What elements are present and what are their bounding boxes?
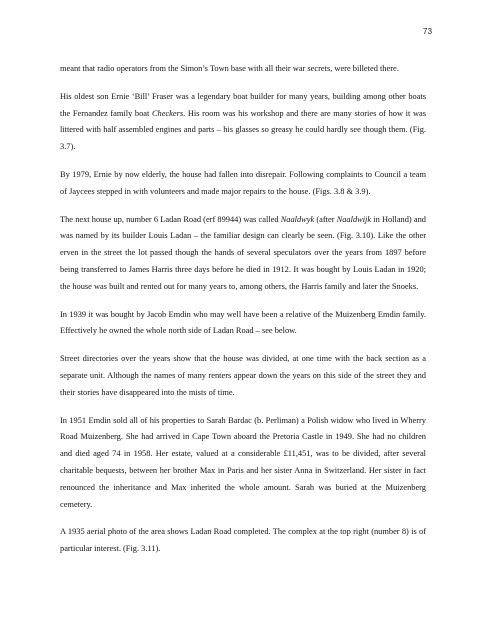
paragraph-billeted [60,61,426,78]
paragraph-text: In 1951 Emdin sold all of his properties to Sarah Bardac (b. Perliman) a Polish widow who lived in Wherry Road Muizenberg. She had arrived in Cape Town aboard the Pretoria Castle in 1949. She had no children and died aged 74 in 1958. Her estate, valued at a considerable £11,451, was to be divided, after several charitable bequests, between her brother Max in Paris and her sister Anna in Switzerland. Her sister in fact renounced the inheritance and Max inherited the whole amount. Sarah was buried at the Muizenberg cemetery. [60,415,426,509]
paragraph-text: By 1979, Ernie by now elderly, the house had fallen into disrepair. Following complaints to Council a team of Jaycees stepped in with volunteers and made major repairs to the house. (Figs. 3.8 & 3.9). [60,169,426,196]
paragraph-text: A 1935 aerial photo of the area shows Ladan Road completed. The complex at the top right (number 8) is of particular interest. (Fig. 3.11). [60,527,426,554]
paragraph-text: In 1939 it was bought by Jacob Emdin who may well have been a relative of the Muizenberg Emdin family. Effectively he owned the whole north side of Ladan Road – see below. [60,309,426,336]
document-body [60,61,426,569]
page-number: 73 [422,27,432,36]
paragraph-street-directories [60,351,426,401]
paragraph-text: in Holland) and was named by its builder Louis Ladan – the familiar design can clearly be seen. (Fig. 3.10). Like the other erven in the street the lot passed though the hands of several speculators over the years from 1897 before being transferred to James Harris three days before he died in 1912. It was bought by Louis Ladan in 1920; the house was built and rented out for many years to, among others, the Harris family and later the Snoeks. [60,214,426,291]
paragraph-sarah-bardac [60,413,426,514]
paragraph-text: meant that radio operators from the Simon’s Town base with all their war secrets, were billeted there. [60,64,399,73]
paragraph-text: The next house up, number 6 Ladan Road (erf 89944) was called [60,214,281,224]
paragraph-text: His oldest son Ernie ‘Bill’ Fraser was a legendary boat builder for many years, building among other boats the Fernandez family boat [60,91,426,118]
paragraph-text: (after [314,214,337,224]
paragraph-text: . His room was his workshop and there are many stories of how it was littered with half assembled engines and parts – his glasses so greasy he could hardly see though them. (Fig. 3.7). [60,108,426,152]
paragraph-aerial-photo [60,524,426,558]
paragraph-naaldwyk [60,212,426,296]
paragraph-emdin [60,307,426,341]
paragraph-ernie-fraser [60,89,426,156]
paragraph-jaycees [60,167,426,201]
place-name-italic: Naaldwijk [336,214,372,224]
house-name-italic: Naaldwyk [280,214,315,224]
boat-name-italic: Checkers [151,108,184,118]
paragraph-text: Street directories over the years show that the house was divided, at one time with the back section as a separate unit. Although the names of many renters appear down the years on this side of the street they and their stories have disappeared into the mists of time. [60,354,426,397]
